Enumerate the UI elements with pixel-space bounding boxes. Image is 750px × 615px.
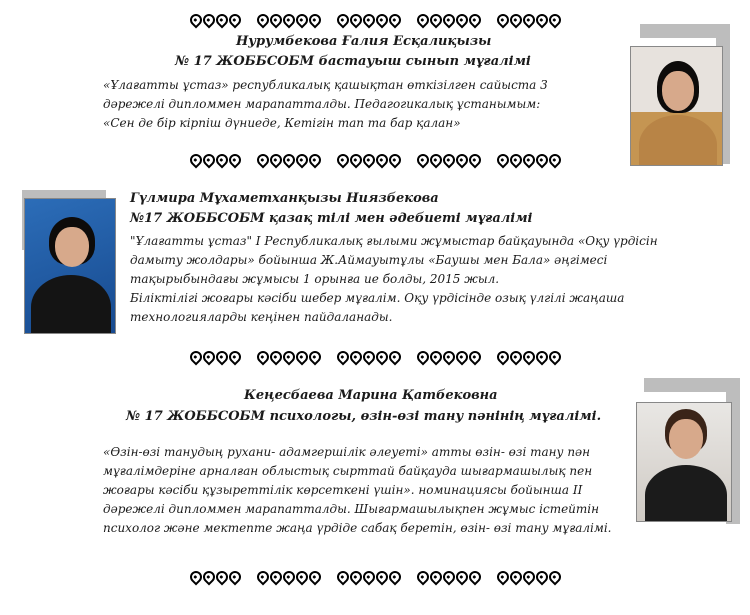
- ornament-group: [337, 347, 401, 369]
- ornament-group: [337, 567, 401, 589]
- ornament-icon: [520, 349, 537, 366]
- ornament-icon: [280, 12, 297, 29]
- ornament-icon: [187, 152, 204, 169]
- ornament-icon: [280, 152, 297, 169]
- teacher-2-bio: [130, 232, 670, 327]
- teacher-1-bio: [103, 76, 623, 133]
- ornament-group: [497, 10, 561, 32]
- ornament-icon: [453, 152, 470, 169]
- ornament-icon: [507, 12, 524, 29]
- ornament-icon: [200, 569, 217, 586]
- ornament-icon: [546, 12, 563, 29]
- ornament-icon: [347, 349, 364, 366]
- ornament-icon: [213, 349, 230, 366]
- ornament-icon: [533, 12, 550, 29]
- ornament-group: [337, 150, 401, 172]
- ornament-icon: [440, 152, 457, 169]
- ornament-group: [497, 150, 561, 172]
- ornament-icon: [226, 569, 243, 586]
- ornament-icon: [520, 569, 537, 586]
- ornament-icon: [254, 152, 271, 169]
- teacher-1-bio-line: «Ұлағатты ұстаз» республикалық қашықтан өткізілген сайыста 3: [103, 78, 548, 92]
- ornament-group: [257, 10, 321, 32]
- ornament-icon: [494, 152, 511, 169]
- ornament-icon: [267, 152, 284, 169]
- ornament-icon: [293, 569, 310, 586]
- ornament-icon: [494, 569, 511, 586]
- teacher-2-bio-line: дамыту жолдары» бойынша Ж.Аймауытұлы «Баушы мен Бала» әңгімесі: [130, 253, 608, 267]
- ornament-icon: [533, 152, 550, 169]
- teacher-3-bio-line: психолог және мектепте жаңа үрдіде сабақ беретін, өзін- өзі тану мұғалімі.: [103, 521, 612, 535]
- ornament-icon: [334, 12, 351, 29]
- ornament-icon: [306, 349, 323, 366]
- ornament-group: [417, 347, 481, 369]
- ornament-icon: [213, 569, 230, 586]
- ornament-icon: [466, 569, 483, 586]
- teacher-2-name: Гүлмира Мұхаметханқызы Ниязбекова: [130, 191, 439, 206]
- ornament-group: [417, 567, 481, 589]
- ornament-icon: [373, 349, 390, 366]
- ornament-row-3: [0, 347, 750, 369]
- teacher-3-photo: [636, 402, 732, 522]
- teacher-2-photo: [24, 198, 116, 334]
- teacher-1-name: Нурумбекова Ғалия Есқалиқызы: [236, 34, 492, 49]
- ornament-icon: [373, 12, 390, 29]
- ornament-icon: [507, 152, 524, 169]
- ornament-icon: [427, 12, 444, 29]
- ornament-icon: [440, 12, 457, 29]
- teacher-3-bio: [103, 443, 628, 538]
- ornament-icon: [440, 569, 457, 586]
- ornament-row-4: [0, 567, 750, 589]
- ornament-icon: [254, 349, 271, 366]
- teacher-2-bio-line: Біліктілігі жоғары кәсіби шебер мұғалім. Оқу үрдісінде озық үлгілі жаңаша: [130, 291, 625, 305]
- ornament-group: [190, 150, 241, 172]
- ornament-icon: [280, 349, 297, 366]
- ornament-icon: [360, 349, 377, 366]
- teacher-2-bio-line: технологияларды кеңінен пайдаланады.: [130, 310, 393, 324]
- ornament-icon: [267, 12, 284, 29]
- ornament-group: [417, 150, 481, 172]
- ornament-icon: [306, 152, 323, 169]
- ornament-icon: [267, 569, 284, 586]
- teacher-3-bio-line: мұғалімдеріне арналған облыстық сырттай байқауда шығармашылық пен: [103, 464, 593, 478]
- teacher-3-name: Кеңесбаева Марина Қатбековна: [244, 388, 498, 403]
- ornament-icon: [427, 349, 444, 366]
- ornament-group: [497, 347, 561, 369]
- ornament-icon: [414, 349, 431, 366]
- ornament-icon: [427, 152, 444, 169]
- ornament-icon: [386, 12, 403, 29]
- ornament-group: [417, 10, 481, 32]
- teacher-1-photo: [630, 46, 723, 166]
- ornament-icon: [293, 349, 310, 366]
- teacher-1-photo-frame: [630, 24, 730, 169]
- ornament-icon: [414, 152, 431, 169]
- ornament-icon: [466, 12, 483, 29]
- ornament-icon: [226, 152, 243, 169]
- ornament-icon: [254, 12, 271, 29]
- teacher-3-bio-line: жоғары кәсіби құзыреттілік көрсеткені үшін». номинациясы бойынша ІІ: [103, 483, 583, 497]
- teacher-3-bio-line: дәрежелі дипломмен марапатталды. Шығармашылықпен жұмыс істейтін: [103, 502, 600, 516]
- ornament-group: [497, 567, 561, 589]
- ornament-icon: [414, 12, 431, 29]
- teacher-1-bio-line: дәрежелі дипломмен марапатталды. Педагогикалық ұстанымым:: [103, 97, 541, 111]
- ornament-icon: [440, 349, 457, 366]
- ornament-icon: [187, 349, 204, 366]
- teacher-2-photo-frame: [22, 190, 118, 340]
- ornament-icon: [334, 569, 351, 586]
- teacher-1-bio-line: «Сен де бір кірпіш дүниеде, Кетігін тап та бар қалан»: [103, 116, 461, 130]
- ornament-icon: [226, 12, 243, 29]
- ornament-group: [190, 567, 241, 589]
- ornament-group: [257, 347, 321, 369]
- ornament-icon: [507, 349, 524, 366]
- ornament-icon: [347, 12, 364, 29]
- ornament-icon: [334, 152, 351, 169]
- teacher-2-bio-line: "Ұлағатты ұстаз" І Республикалық ғылыми жұмыстар байқауында «Оқу үрдісін: [130, 234, 658, 248]
- ornament-icon: [520, 152, 537, 169]
- ornament-icon: [494, 349, 511, 366]
- ornament-icon: [507, 569, 524, 586]
- ornament-icon: [386, 349, 403, 366]
- ornament-icon: [546, 569, 563, 586]
- ornament-icon: [293, 152, 310, 169]
- ornament-icon: [280, 569, 297, 586]
- ornament-icon: [213, 12, 230, 29]
- ornament-icon: [200, 152, 217, 169]
- ornament-icon: [546, 152, 563, 169]
- ornament-group: [190, 10, 241, 32]
- ornament-icon: [373, 152, 390, 169]
- ornament-icon: [254, 569, 271, 586]
- ornament-icon: [226, 349, 243, 366]
- ornament-icon: [453, 12, 470, 29]
- ornament-icon: [213, 152, 230, 169]
- teacher-3-position: № 17 ЖОББСОБМ психологы, өзін-өзі тану пәнінің мұғалімі.: [126, 409, 602, 424]
- ornament-icon: [200, 349, 217, 366]
- ornament-icon: [360, 569, 377, 586]
- ornament-icon: [427, 569, 444, 586]
- ornament-group: [337, 10, 401, 32]
- ornament-icon: [334, 349, 351, 366]
- ornament-icon: [306, 569, 323, 586]
- ornament-group: [190, 347, 241, 369]
- ornament-icon: [386, 569, 403, 586]
- ornament-icon: [360, 152, 377, 169]
- teacher-3-photo-frame: [636, 378, 740, 528]
- ornament-group: [257, 150, 321, 172]
- teacher-2-position: №17 ЖОББСОБМ қазақ тілі мен әдебиеті мұғалімі: [130, 211, 533, 226]
- ornament-icon: [267, 349, 284, 366]
- ornament-group: [257, 567, 321, 589]
- ornament-icon: [533, 569, 550, 586]
- ornament-icon: [466, 349, 483, 366]
- ornament-icon: [360, 12, 377, 29]
- ornament-icon: [453, 349, 470, 366]
- ornament-icon: [414, 569, 431, 586]
- ornament-icon: [494, 12, 511, 29]
- ornament-icon: [386, 152, 403, 169]
- teacher-2-bio-line: тақырыбындағы жұмысы 1 орынға ие болды, 2015 жыл.: [130, 272, 500, 286]
- ornament-icon: [293, 12, 310, 29]
- ornament-icon: [347, 152, 364, 169]
- ornament-icon: [520, 12, 537, 29]
- ornament-icon: [187, 12, 204, 29]
- teacher-1-position: № 17 ЖОББСОБМ бастауыш сынып мұғалімі: [175, 54, 531, 69]
- ornament-icon: [466, 152, 483, 169]
- ornament-icon: [306, 12, 323, 29]
- ornament-icon: [347, 569, 364, 586]
- teacher-3-bio-line: «Өзін-өзі танудың рухани- адамгершілік әлеуеті» атты өзін- өзі тану пән: [103, 445, 591, 459]
- ornament-icon: [453, 569, 470, 586]
- ornament-icon: [546, 349, 563, 366]
- ornament-icon: [533, 349, 550, 366]
- ornament-icon: [373, 569, 390, 586]
- ornament-icon: [187, 569, 204, 586]
- ornament-icon: [200, 12, 217, 29]
